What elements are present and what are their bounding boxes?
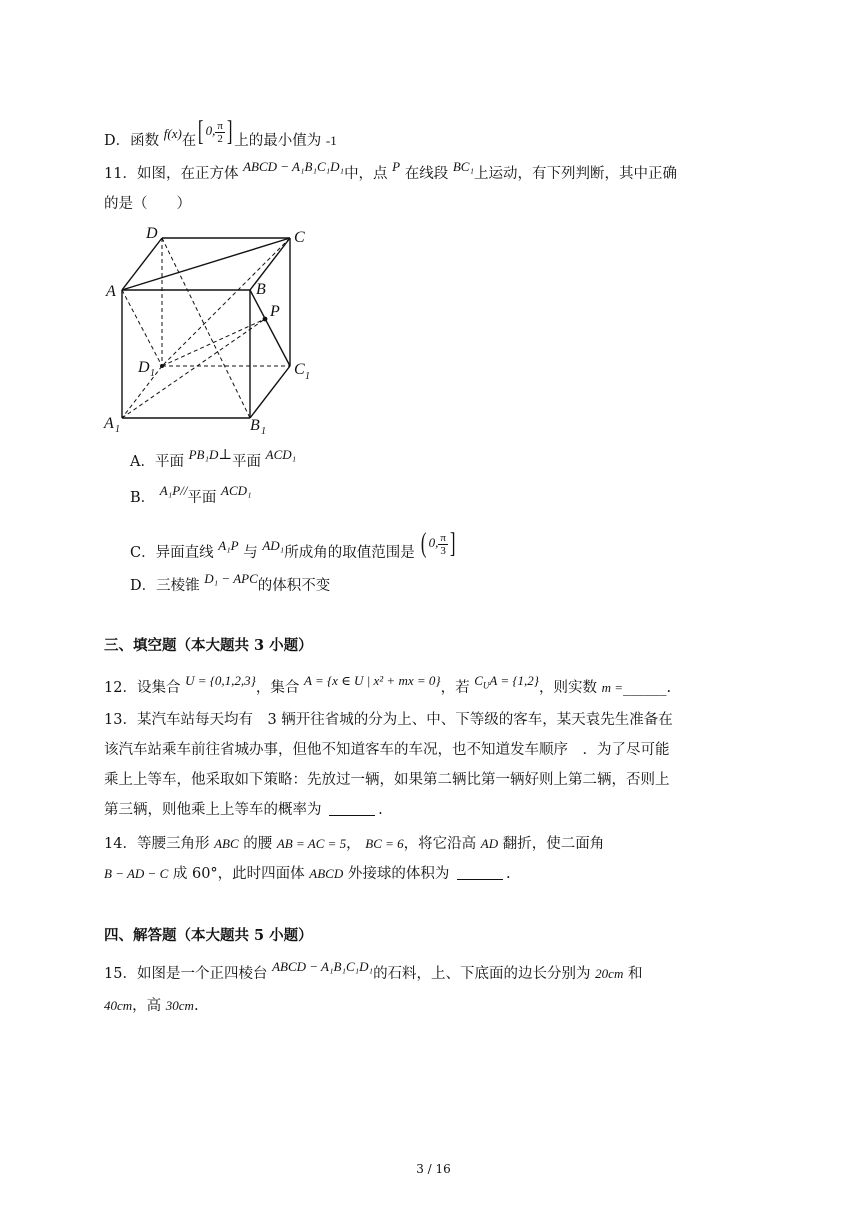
q15-t3: 和	[627, 966, 643, 982]
label-b: B	[256, 281, 266, 298]
q14-t7: 外接球的体积为	[347, 866, 450, 882]
q13-l1: 13．某汽车站每天均有 3 辆开往省城的分为上、中、下等级的客车，某天袁先生准备在	[104, 712, 673, 728]
q11-c-m2: AD₁	[262, 537, 285, 553]
label-b1-sub: 1	[261, 426, 266, 437]
edge-ad	[122, 238, 162, 290]
q11-a-perp: ⊥	[218, 447, 233, 463]
label-a1-sub: 1	[115, 424, 120, 435]
page-number	[0, 1162, 867, 1176]
label-p: P	[270, 303, 280, 320]
q11-stem-line2	[104, 194, 191, 214]
q12-m1: U = {0,1,2,3}	[185, 673, 256, 688]
left-bracket: [	[198, 116, 204, 147]
q13-line2	[104, 740, 670, 760]
q11-stem-1: 11．如图，在正方体	[104, 166, 239, 182]
q11-a-mid: 平面	[232, 454, 262, 470]
q11-option-c	[130, 528, 457, 568]
section-3-heading	[104, 636, 313, 656]
q11-stem-5: 的是（ ）	[104, 196, 191, 212]
q14-m4: AD	[480, 836, 499, 851]
q10-d-interval	[196, 116, 234, 147]
q11-option-b	[130, 483, 252, 508]
q11-segment: BC₁	[452, 159, 474, 174]
q14-m2: AB = AC = 5	[276, 836, 347, 851]
page-number-text: 3 / 16	[416, 1162, 451, 1176]
section-4-heading	[104, 926, 313, 946]
left-paren: (	[421, 528, 427, 559]
q14-answer-blank	[457, 865, 503, 880]
q14-t6: 成 60°，此时四面体	[172, 866, 305, 882]
q10-d-value: -1	[325, 132, 337, 148]
q13-line1	[104, 710, 673, 730]
label-c1: C	[294, 361, 305, 378]
q14-t4: ，将它沿高	[403, 836, 477, 852]
edge-ad1	[122, 290, 162, 366]
q11-d-m1: D₁ − APC	[204, 571, 258, 586]
q11-d-prefix: D．三棱锥	[130, 578, 200, 594]
q10-d-fx: f(x)	[163, 125, 182, 141]
label-c1-sub: 1	[305, 371, 310, 382]
label-a1: A	[104, 415, 114, 432]
q11-b-prefix: B．	[130, 490, 156, 506]
label-d1: D	[138, 359, 150, 376]
q12-t4: ，则实数	[539, 680, 598, 696]
section-4-heading-text: 四、解答题（本大题共 5 小题）	[104, 927, 313, 944]
cube-figure	[100, 222, 330, 437]
q12-t1: 12．设集合	[104, 680, 181, 696]
q12	[104, 673, 672, 703]
q15-m2: 20cm	[595, 966, 624, 981]
q15-m1: ABCD − A₁B₁C₁D₁	[272, 959, 374, 974]
pi-over-2	[215, 120, 225, 145]
q11-stem	[104, 159, 677, 184]
pi-over-3	[438, 532, 448, 557]
q11-option-d	[130, 571, 331, 596]
q11-point: P	[392, 159, 401, 174]
point-d1	[160, 364, 164, 368]
q12-m3-c: C	[474, 673, 483, 688]
q14-t2: 的腰	[243, 836, 273, 852]
q14-t1: 14．等腰三角形	[104, 836, 210, 852]
q15-t5: .	[193, 998, 199, 1014]
q11-b-mid: 平面	[187, 490, 217, 506]
q10-d-two: 2	[217, 132, 223, 145]
cube-hidden-edges	[122, 238, 290, 418]
q14-m5: B − AD − C	[104, 866, 169, 881]
q11-stem-4: 上运动，有下列判断，其中正确	[473, 166, 677, 182]
q11-d-suffix: 的体积不变	[257, 578, 331, 594]
q13-answer-blank	[329, 801, 375, 816]
q10-option-d	[104, 116, 337, 156]
q11-a-prefix: A．平面	[130, 454, 184, 470]
q11-c-interval	[419, 528, 457, 559]
q11-a-m1: PB₁D	[188, 447, 219, 462]
q12-m3	[474, 673, 540, 691]
q13-l4-end: .	[378, 802, 383, 818]
q11-c-pi: π	[440, 531, 446, 544]
label-c: C	[294, 229, 305, 246]
q15-m3: 40cm	[104, 998, 133, 1013]
section-3-heading-text: 三、填空题（本大题共 3 小题）	[104, 637, 313, 654]
q15-line2	[104, 996, 199, 1016]
q11-c-mid: 与	[243, 544, 258, 561]
q15-t2: 的石料，上、下底面的边长分别为	[373, 966, 591, 982]
q11-option-a	[130, 447, 297, 472]
q12-m3-rest: A = {1,2}	[489, 673, 540, 688]
q12-m4: m =	[601, 680, 624, 695]
q13-l2: 该汽车站乘车前往省城办事，但他不知道客车的车况，也不知道发车顺序 ．为了尽可能	[104, 742, 670, 758]
q11-c-prefix: C．异面直线	[130, 544, 214, 561]
q10-d-suffix: 上的最小值为	[234, 132, 322, 149]
q14-m1: ABC	[214, 836, 239, 851]
edge-db1	[162, 238, 250, 418]
q15-t1: 15．如图是一个正四棱台	[104, 966, 268, 982]
q13-line3	[104, 770, 670, 790]
edge-bc1	[250, 290, 290, 366]
q11-c-interval-left: 0,	[428, 534, 439, 550]
q14-line2	[104, 864, 511, 884]
q14-t5: 翻折，使二面角	[502, 836, 605, 852]
q11-stem-3: 在线段	[404, 166, 449, 182]
q11-stem-2: 中，点	[344, 166, 388, 182]
q10-d-pi: π	[217, 119, 223, 132]
q15-line1	[104, 959, 643, 984]
q10-d-prefix: D．函数	[104, 132, 160, 149]
q13-l4: 第三辆，则他乘上上等车的概率为	[104, 802, 322, 818]
q15-m4: 30cm	[165, 998, 194, 1013]
q11-a-m2: ACD₁	[265, 447, 297, 462]
q14-m3: BC = 6	[365, 836, 404, 851]
q12-m3-sub: U	[482, 680, 490, 691]
label-d1-sub: 1	[150, 368, 155, 379]
q11-b-m2: ACD₁	[221, 483, 252, 498]
q11-c-m1: A₁P	[218, 537, 239, 553]
point-p	[263, 317, 268, 322]
q10-d-interval-left: 0,	[205, 122, 216, 138]
q13-l3: 乘上上等车，他采取如下策略：先放过一辆，如果第二辆比第一辆好则上第二辆，否则上	[104, 772, 670, 788]
q12-t3: ，若	[440, 680, 470, 696]
q13-line4	[104, 800, 383, 820]
right-bracket: ]	[226, 116, 233, 147]
edge-b1c1	[250, 366, 290, 418]
q11-cube: ABCD − A₁B₁C₁D₁	[243, 159, 345, 174]
q12-t5: ______.	[623, 680, 672, 696]
q11-b-m1: A₁P//	[159, 483, 188, 498]
right-bracket: ]	[449, 528, 456, 559]
q15-t4: ，高	[132, 998, 162, 1014]
q14-m6: ABCD	[309, 866, 344, 881]
label-a: A	[106, 283, 116, 300]
q11-c-three: 3	[440, 544, 446, 557]
label-b1: B	[250, 417, 260, 434]
q12-m2: A = {x ∈ U | x² + mx = 0}	[303, 673, 441, 688]
q14-t3: ，	[346, 836, 361, 852]
q10-d-in: 在	[181, 132, 197, 149]
q11-c-suffix: 所成角的取值范围是	[284, 544, 415, 561]
q14-line1	[104, 834, 604, 854]
q12-t2: ，集合	[255, 680, 300, 696]
label-d: D	[146, 225, 158, 242]
q14-t8: .	[505, 866, 511, 882]
